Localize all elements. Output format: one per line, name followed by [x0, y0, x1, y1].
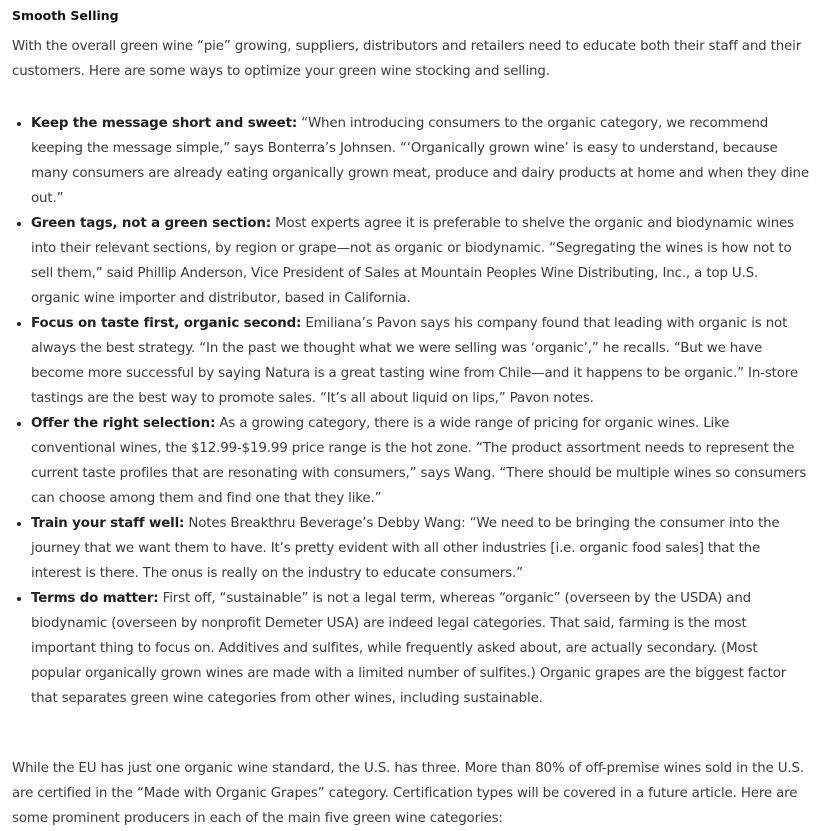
tip-title: Green tags, not a green section:	[31, 216, 272, 231]
tip-body: Notes Breakthru Beverage’s Debby Wang: “We need to be bringing the consumer into the journey that we want them to have. It’s pretty evident with all other industries [i.e. organic food sales] that the interest is there. The onus is really on the industry to educate consumers.”	[31, 516, 780, 581]
tip-body: “When introducing consumers to the organic category, we recommend keeping the message simple,” says Bonterra’s Johnsen. “‘Organically grown wine’ is easy to understand, because many consumers are already eating organically grown meat, produce and dairy products at home and when they dine out.”	[31, 116, 809, 206]
tip-title: Train your staff well:	[31, 516, 185, 531]
tip-body: As a growing category, there is a wide range of pricing for organic wines. Like conventional wines, the $12.99-$19.99 price range is the hot zone. “The product assortment needs to represent the current taste profiles that are resonating with consumers,” says Wang. “There should be multiple wines so consumers can choose among them and find one that they like.”	[31, 416, 807, 506]
tip-item	[31, 411, 810, 511]
tip-item	[31, 511, 810, 586]
tip-title: Terms do matter:	[31, 591, 159, 606]
closing-paragraph: While the EU has just one organic wine standard, the U.S. has three. More than 80% of off-premise wines sold in the U.S. are certified in the “Made with Organic Grapes” category. Certification types will be covered in a future article. Here are some prominent producers in each of the main five green wine categories:	[12, 761, 804, 826]
tip-title: Keep the message short and sweet:	[31, 116, 298, 131]
tips-list	[12, 111, 810, 711]
section-title: Smooth Selling	[12, 8, 119, 23]
tip-body: First off, “sustainable” is not a legal term, whereas “organic” (overseen by the USDA) and biodynamic (overseen by nonprofit Demeter USA) are indeed legal categories. That said, farming is the most important thing to focus on. Additives and sulfites, while frequently asked about, are actually secondary. (Most popular organically grown wines are made with a limited number of sulfites.) Organic grapes are the biggest factor that separates green wine categories from other wines, including sustainable.	[31, 591, 787, 706]
tip-item	[31, 586, 810, 711]
tip-item	[31, 111, 810, 211]
intro-paragraph: With the overall green wine “pie” growing, suppliers, distributors and retailers need to educate both their staff and their customers. Here are some ways to optimize your green wine stocking and selling.	[12, 39, 802, 79]
tip-body: Emiliana’s Pavon says his company found that leading with organic is not always the best strategy. “In the past we thought what we were selling was ‘organic’,” he recalls. “But we have become more successful by saying Natura is a great tasting wine from Chile—and it happens to be organic.” In-store tastings are the best way to promote sales. “It’s all about liquid on lips,” Pavon notes.	[31, 316, 798, 406]
tip-title: Focus on taste first, organic second:	[31, 316, 302, 331]
tip-item	[31, 311, 810, 411]
tip-body: Most experts agree it is preferable to shelve the organic and biodynamic wines into their relevant sections, by region or grape—not as organic or biodynamic. “Segregating the wines is how not to sell them,” said Phillip Anderson, Vice President of Sales at Mountain Peoples Wine Distributing, Inc., a top U.S. organic wine importer and distributor, based in California.	[31, 216, 794, 306]
tip-item	[31, 211, 810, 311]
tip-title: Offer the right selection:	[31, 416, 216, 431]
